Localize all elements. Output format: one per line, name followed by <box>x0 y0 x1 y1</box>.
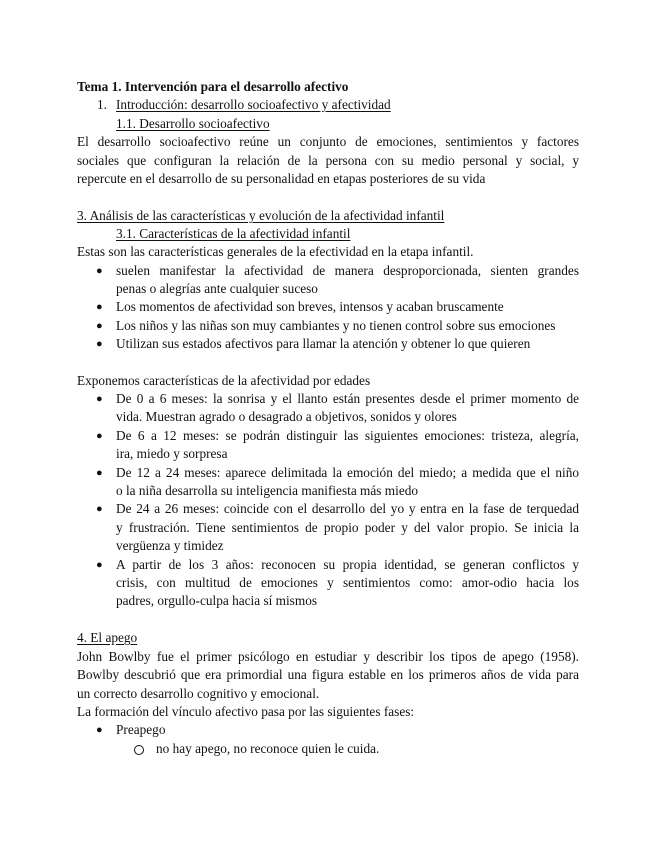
list-item-line: Utilizan sus estados afectivos para llamar la atención y obtener lo que quieren <box>116 336 531 351</box>
list-item-line: y frustración. Tiene sentimientos de propio poder y del valor propio. Se inicia la <box>116 520 579 535</box>
list-item-line: o la niña desarrolla su inteligencia manifiesta más miedo <box>116 483 419 498</box>
attachment-heading: 4. El apego <box>77 630 138 645</box>
bullet-icon: ● <box>96 338 103 350</box>
bullet-icon: ● <box>96 467 103 479</box>
attachment-lead: La formación del vínculo afectivo pasa por las siguientes fases: <box>77 704 415 719</box>
list-item-line: crisis, con multitud de emociones y sentimientos como: amor-odio hacia los <box>116 575 579 590</box>
bullet-icon: ● <box>96 320 103 332</box>
bullet-icon: ● <box>96 301 103 313</box>
list-item-line: De 12 a 24 meses: aparece delimitada la emoción del miedo; a medida que el niño <box>116 465 579 480</box>
analysis-subheading: 3.1. Características de la afectividad infantil <box>116 226 351 241</box>
bullet-icon: ● <box>96 724 103 736</box>
intro-heading: Introducción: desarrollo socioafectivo y afectividad <box>116 97 391 112</box>
intro-subheading: 1.1. Desarrollo socioafectivo <box>116 116 270 131</box>
list-item-line: Los momentos de afectividad son breves, intensos y acaban bruscamente <box>116 299 504 314</box>
list-item-line: vida. Muestran agrado o desagrado a objetivos, sonidos y olores <box>116 409 457 424</box>
bullet-icon: ● <box>96 503 103 515</box>
list-item-line: De 24 a 26 meses: coincide con el desarrollo del yo y entra en la fase de terquedad <box>116 501 579 516</box>
bullet-icon: ● <box>96 265 103 277</box>
list-item-line: De 0 a 6 meses: la sonrisa y el llanto están presentes desde el primer momento de <box>116 391 579 406</box>
analysis-heading: 3. Análisis de las características y evolución de la afectividad infantil <box>77 208 445 223</box>
intro-paragraph-line: repercute en el desarrollo de su personalidad en etapas posteriores de su vida <box>77 171 486 186</box>
attachment-paragraph-line: Bowlby descubrió que era primordial una figura estable en los primeros años de vida para <box>77 667 579 682</box>
bullet-icon: ● <box>96 430 103 442</box>
attachment-paragraph-line: John Bowlby fue el primer psicólogo en estudiar y describir los tipos de apego (1958). <box>77 649 579 664</box>
hollow-bullet-icon <box>134 745 144 755</box>
intro-paragraph-line: El desarrollo socioafectivo reúne un conjunto de emociones, sentimientos y factores <box>77 134 579 149</box>
analysis-lead: Estas son las características generales de la efectividad en la etapa infantil. <box>77 244 474 259</box>
list-item-line: penas o alegrías ante cualquier suceso <box>116 281 318 296</box>
document-title: Tema 1. Intervención para el desarrollo afectivo <box>77 79 349 94</box>
list-item-line: ira, miedo y sorpresa <box>116 446 228 461</box>
list-item-line: De 6 a 12 meses: se podrán distinguir las siguientes emociones: tristeza, alegría, <box>116 428 579 443</box>
list-item-line: A partir de los 3 años: reconocen su propia identidad, se generan conflictos y <box>116 557 579 572</box>
bullet-icon: ● <box>96 559 103 571</box>
list-item-line: vergüenza y timidez <box>116 538 224 553</box>
bullet-icon: ● <box>96 393 103 405</box>
list-item-line: Los niños y las niñas son muy cambiantes y no tienen control sobre sus emociones <box>116 318 556 333</box>
intro-paragraph-line: sociales que configuran la relación de la persona con su medio personal y social, y <box>77 153 579 168</box>
intro-heading-number: 1. <box>97 97 107 112</box>
ages-lead: Exponemos características de la afectividad por edades <box>77 373 371 388</box>
phase-detail: no hay apego, no reconoce quien le cuida. <box>156 741 380 756</box>
attachment-paragraph-line: un correcto desarrollo cognitivo y emocional. <box>77 686 320 701</box>
list-item-line: suelen manifestar la afectividad de manera desproporcionada, sienten grandes <box>116 263 579 278</box>
phase-item: Preapego <box>116 722 166 737</box>
list-item-line: padres, orgullo-culpa hacia sí mismos <box>116 593 318 608</box>
